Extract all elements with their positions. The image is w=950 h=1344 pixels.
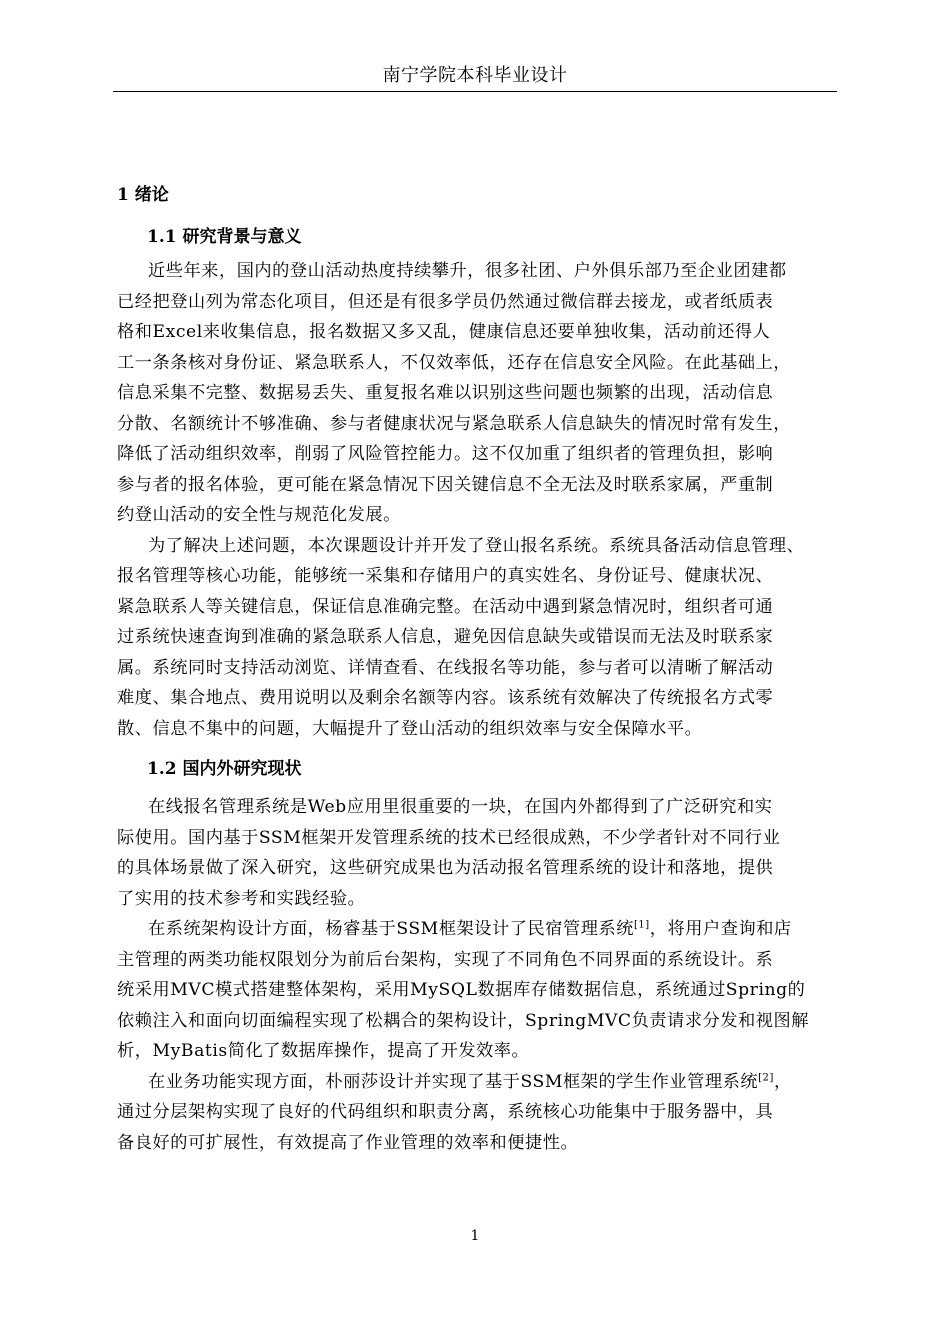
text-segment: 在业务功能实现方面，朴丽莎设计并实现了基于SSM框架的学生作业管理系统	[148, 1071, 759, 1092]
text-line: 属。系统同时支持活动浏览、详情查看、在线报名等功能，参与者可以清晰了解活动	[117, 657, 774, 678]
text-line: 过系统快速查询到准确的紧急联系人信息，避免因信息缺失或错误而无法及时联系家	[117, 627, 774, 647]
text-line: 依赖注入和面向切面编程实现了松耦合的架构设计，SpringMVC负责请求分发和视图解	[117, 1010, 810, 1031]
text-line: 析，MyBatis简化了数据库操作，提高了开发效率。	[117, 1041, 530, 1061]
header-divider	[113, 91, 837, 92]
text-line: 紧急联系人等关键信息，保证信息准确完整。在活动中遇到紧急情况时，组织者可通	[117, 596, 774, 617]
text-line: 通过分层架构实现了良好的代码组织和职责分离，系统核心功能集中于服务器中，具	[117, 1102, 774, 1122]
page-body	[117, 180, 837, 1158]
paragraph-research-3	[117, 1067, 837, 1159]
text-line: 降低了活动组织效率，削弱了风险管控能力。这不仅加重了组织者的管理负担，影响	[117, 444, 774, 464]
text-line: 主管理的两类功能权限划分为前后台架构，实现了不同角色不同界面的系统设计。系	[117, 949, 774, 970]
paragraph-background-2	[117, 531, 837, 745]
chapter-heading: 1 绪论	[117, 185, 169, 205]
text-line	[117, 914, 837, 945]
citation-marker: [1]	[633, 919, 650, 931]
text-line: 备良好的可扩展性，有效提高了作业管理的效率和便捷性。	[117, 1132, 579, 1153]
text-line: 已经把登山列为常态化项目，但还是有很多学员仍然通过微信群去接龙，或者纸质表	[117, 291, 774, 312]
text-segment: ，将用户查询和店	[649, 919, 792, 939]
page-header-title: 南宁学院本科毕业设计	[382, 65, 568, 86]
text-line	[117, 1067, 837, 1098]
paragraph-research-1	[117, 792, 837, 914]
section-heading-1-1: 1.1 研究背景与意义	[147, 227, 302, 247]
text-line: 散、信息不集中的问题，大幅提升了登山活动的组织效率与安全保障水平。	[117, 718, 703, 739]
text-line: 在线报名管理系统是Web应用里很重要的一块，在国内外都得到了广泛研究和实	[148, 797, 773, 817]
text-line: 工一条条核对身份证、紧急联系人，不仅效率低，还存在信息安全风险。在此基础上，	[117, 352, 792, 373]
text-segment: 在系统架构设计方面，杨睿基于SSM框架设计了民宿管理系统	[148, 919, 634, 939]
text-line: 约登山活动的安全性与规范化发展。	[117, 505, 401, 525]
text-line: 际使用。国内基于SSM框架开发管理系统的技术已经很成熟，不少学者针对不同行业	[117, 827, 781, 848]
text-line: 信息采集不完整、数据易丢失、重复报名难以识别这些问题也频繁的出现，活动信息	[117, 383, 774, 403]
text-segment: ，	[773, 1071, 792, 1092]
text-line: 近些年来，国内的登山活动热度持续攀升，很多社团、户外俱乐部乃至企业团建都	[148, 261, 787, 281]
text-line: 为了解决上述问题，本次课题设计并开发了登山报名系统。系统具备活动信息管理、	[148, 535, 805, 556]
paragraph-background-1	[117, 256, 837, 531]
text-line: 报名管理等核心功能，能够统一采集和存储用户的真实姓名、身份证号、健康状况、	[117, 566, 774, 586]
page-number: 1	[470, 1228, 480, 1244]
text-line: 分散、名额统计不够准确、参与者健康状况与紧急联系人信息缺失的情况时常有发生，	[117, 413, 792, 434]
paragraph-research-2	[117, 914, 837, 1067]
text-line: 难度、集合地点、费用说明以及剩余名额等内容。该系统有效解决了传统报名方式零	[117, 688, 774, 708]
text-line: 格和Excel来收集信息，报名数据又多又乱，健康信息还要单独收集，活动前还得人	[117, 322, 771, 342]
text-line: 参与者的报名体验，更可能在紧急情况下因关键信息不全无法及时联系家属，严重制	[117, 474, 774, 495]
citation-marker: [2]	[758, 1071, 774, 1083]
text-line: 统采用MVC模式搭建整体架构，采用MySQL数据库存储数据信息，系统通过Spring的	[117, 980, 806, 1000]
text-line: 的具体场景做了深入研究，这些研究成果也为活动报名管理系统的设计和落地，提供	[117, 858, 774, 878]
text-line: 了实用的技术参考和实践经验。	[117, 888, 366, 909]
section-heading-1-2: 1.2 国内外研究现状	[147, 759, 302, 779]
